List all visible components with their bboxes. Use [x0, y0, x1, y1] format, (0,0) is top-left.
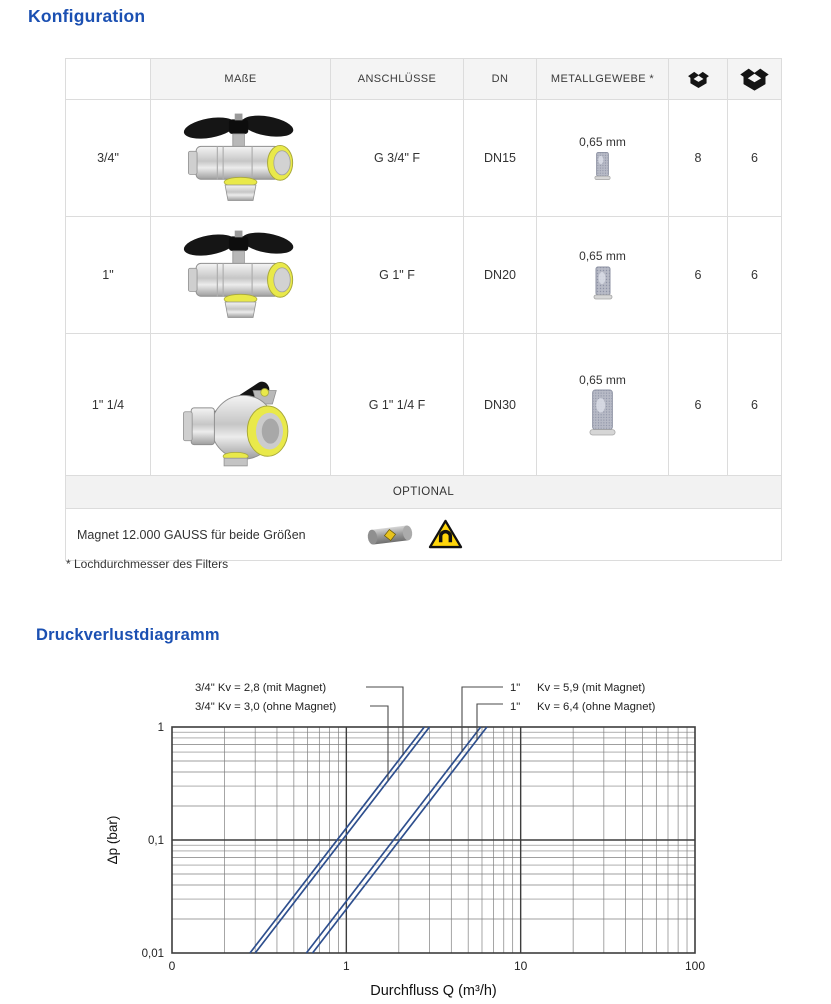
row-mesh-cell — [537, 217, 669, 334]
valve-image-1-1-4 — [152, 342, 329, 468]
table-row — [66, 100, 782, 217]
mesh-size: 0,65 mm — [579, 249, 626, 263]
row-mesh-cell — [537, 100, 669, 217]
row-dn: DN20 — [464, 217, 537, 334]
filter-cartridge-large-icon — [589, 389, 616, 436]
valve-image-3-4 — [152, 109, 329, 207]
row-size: 3/4" — [66, 100, 151, 217]
magnetic-field-warning-icon — [428, 519, 463, 550]
row-anschluss: G 3/4" F — [331, 100, 464, 217]
header-size — [66, 59, 151, 100]
row-size: 1" 1/4 — [66, 334, 151, 476]
header-dn: DN — [464, 59, 537, 100]
row-qty-carton: 6 — [728, 100, 782, 217]
svg-text:10: 10 — [513, 959, 528, 973]
svg-text:100: 100 — [684, 959, 706, 973]
svg-text:3/4" Kv = 3,0 (ohne Magnet): 3/4" Kv = 3,0 (ohne Magnet) — [195, 701, 337, 713]
configuration-table — [65, 58, 782, 561]
magnet-cylinder-icon — [364, 522, 416, 548]
header-metallgewebe: METALLGEWEBE * — [537, 59, 669, 100]
svg-text:0,1: 0,1 — [148, 835, 164, 847]
header-box-qty — [669, 59, 728, 100]
package-box-open-icon — [670, 70, 726, 89]
magnet-row — [66, 509, 782, 561]
svg-text:1: 1 — [342, 959, 350, 973]
section-title-konfiguration: Konfiguration — [28, 6, 146, 26]
row-dn: DN15 — [464, 100, 537, 217]
svg-text:1": 1" — [510, 682, 521, 694]
row-anschluss: G 1" F — [331, 217, 464, 334]
package-carton-open-icon — [729, 66, 780, 92]
row-mesh-cell — [537, 334, 669, 476]
magnet-text: Magnet 12.000 GAUSS für beide Größen — [77, 527, 306, 542]
section-title-druckverlust: Druckverlustdiagramm — [36, 626, 220, 644]
svg-text:1: 1 — [157, 722, 164, 734]
header-masse: MAßE — [151, 59, 331, 100]
table-footnote: * Lochdurchmesser des Filters — [66, 557, 229, 571]
row-qty-carton: 6 — [728, 334, 782, 476]
row-dn: DN30 — [464, 334, 537, 476]
pressure-loss-chart — [100, 663, 720, 999]
header-anschluesse: ANSCHLÜSSE — [331, 59, 464, 100]
row-qty-carton: 6 — [728, 217, 782, 334]
mesh-size: 0,65 mm — [579, 373, 626, 387]
optional-row — [66, 476, 782, 509]
valve-image-1 — [152, 226, 329, 324]
pressure-loss-chart-svg — [100, 663, 720, 999]
header-carton-qty — [728, 59, 782, 100]
row-qty-box: 8 — [669, 100, 728, 217]
row-size: 1" — [66, 217, 151, 334]
table-header-row — [66, 59, 782, 100]
filter-cartridge-small-icon — [594, 151, 611, 181]
svg-text:Kv = 5,9 (mit Magnet): Kv = 5,9 (mit Magnet) — [537, 682, 646, 694]
svg-text:3/4" Kv = 2,8 (mit Magnet): 3/4" Kv = 2,8 (mit Magnet) — [195, 682, 327, 694]
mesh-size: 0,65 mm — [579, 135, 626, 149]
optional-label: OPTIONAL — [66, 476, 782, 509]
table-row — [66, 217, 782, 334]
table-row — [66, 334, 782, 476]
filter-cartridge-medium-icon — [593, 265, 613, 301]
svg-text:1": 1" — [510, 701, 521, 713]
row-valve-image-cell — [151, 217, 331, 334]
row-valve-image-cell — [151, 100, 331, 217]
svg-text:Kv = 6,4 (ohne Magnet): Kv = 6,4 (ohne Magnet) — [537, 701, 656, 713]
svg-text:0: 0 — [168, 959, 176, 973]
row-qty-box: 6 — [669, 217, 728, 334]
row-qty-box: 6 — [669, 334, 728, 476]
svg-text:Durchfluss Q (m³/h): Durchfluss Q (m³/h) — [370, 983, 497, 999]
row-valve-image-cell — [151, 334, 331, 476]
svg-text:Δp (bar): Δp (bar) — [105, 815, 120, 865]
svg-text:0,01: 0,01 — [141, 948, 164, 960]
row-anschluss: G 1" 1/4 F — [331, 334, 464, 476]
